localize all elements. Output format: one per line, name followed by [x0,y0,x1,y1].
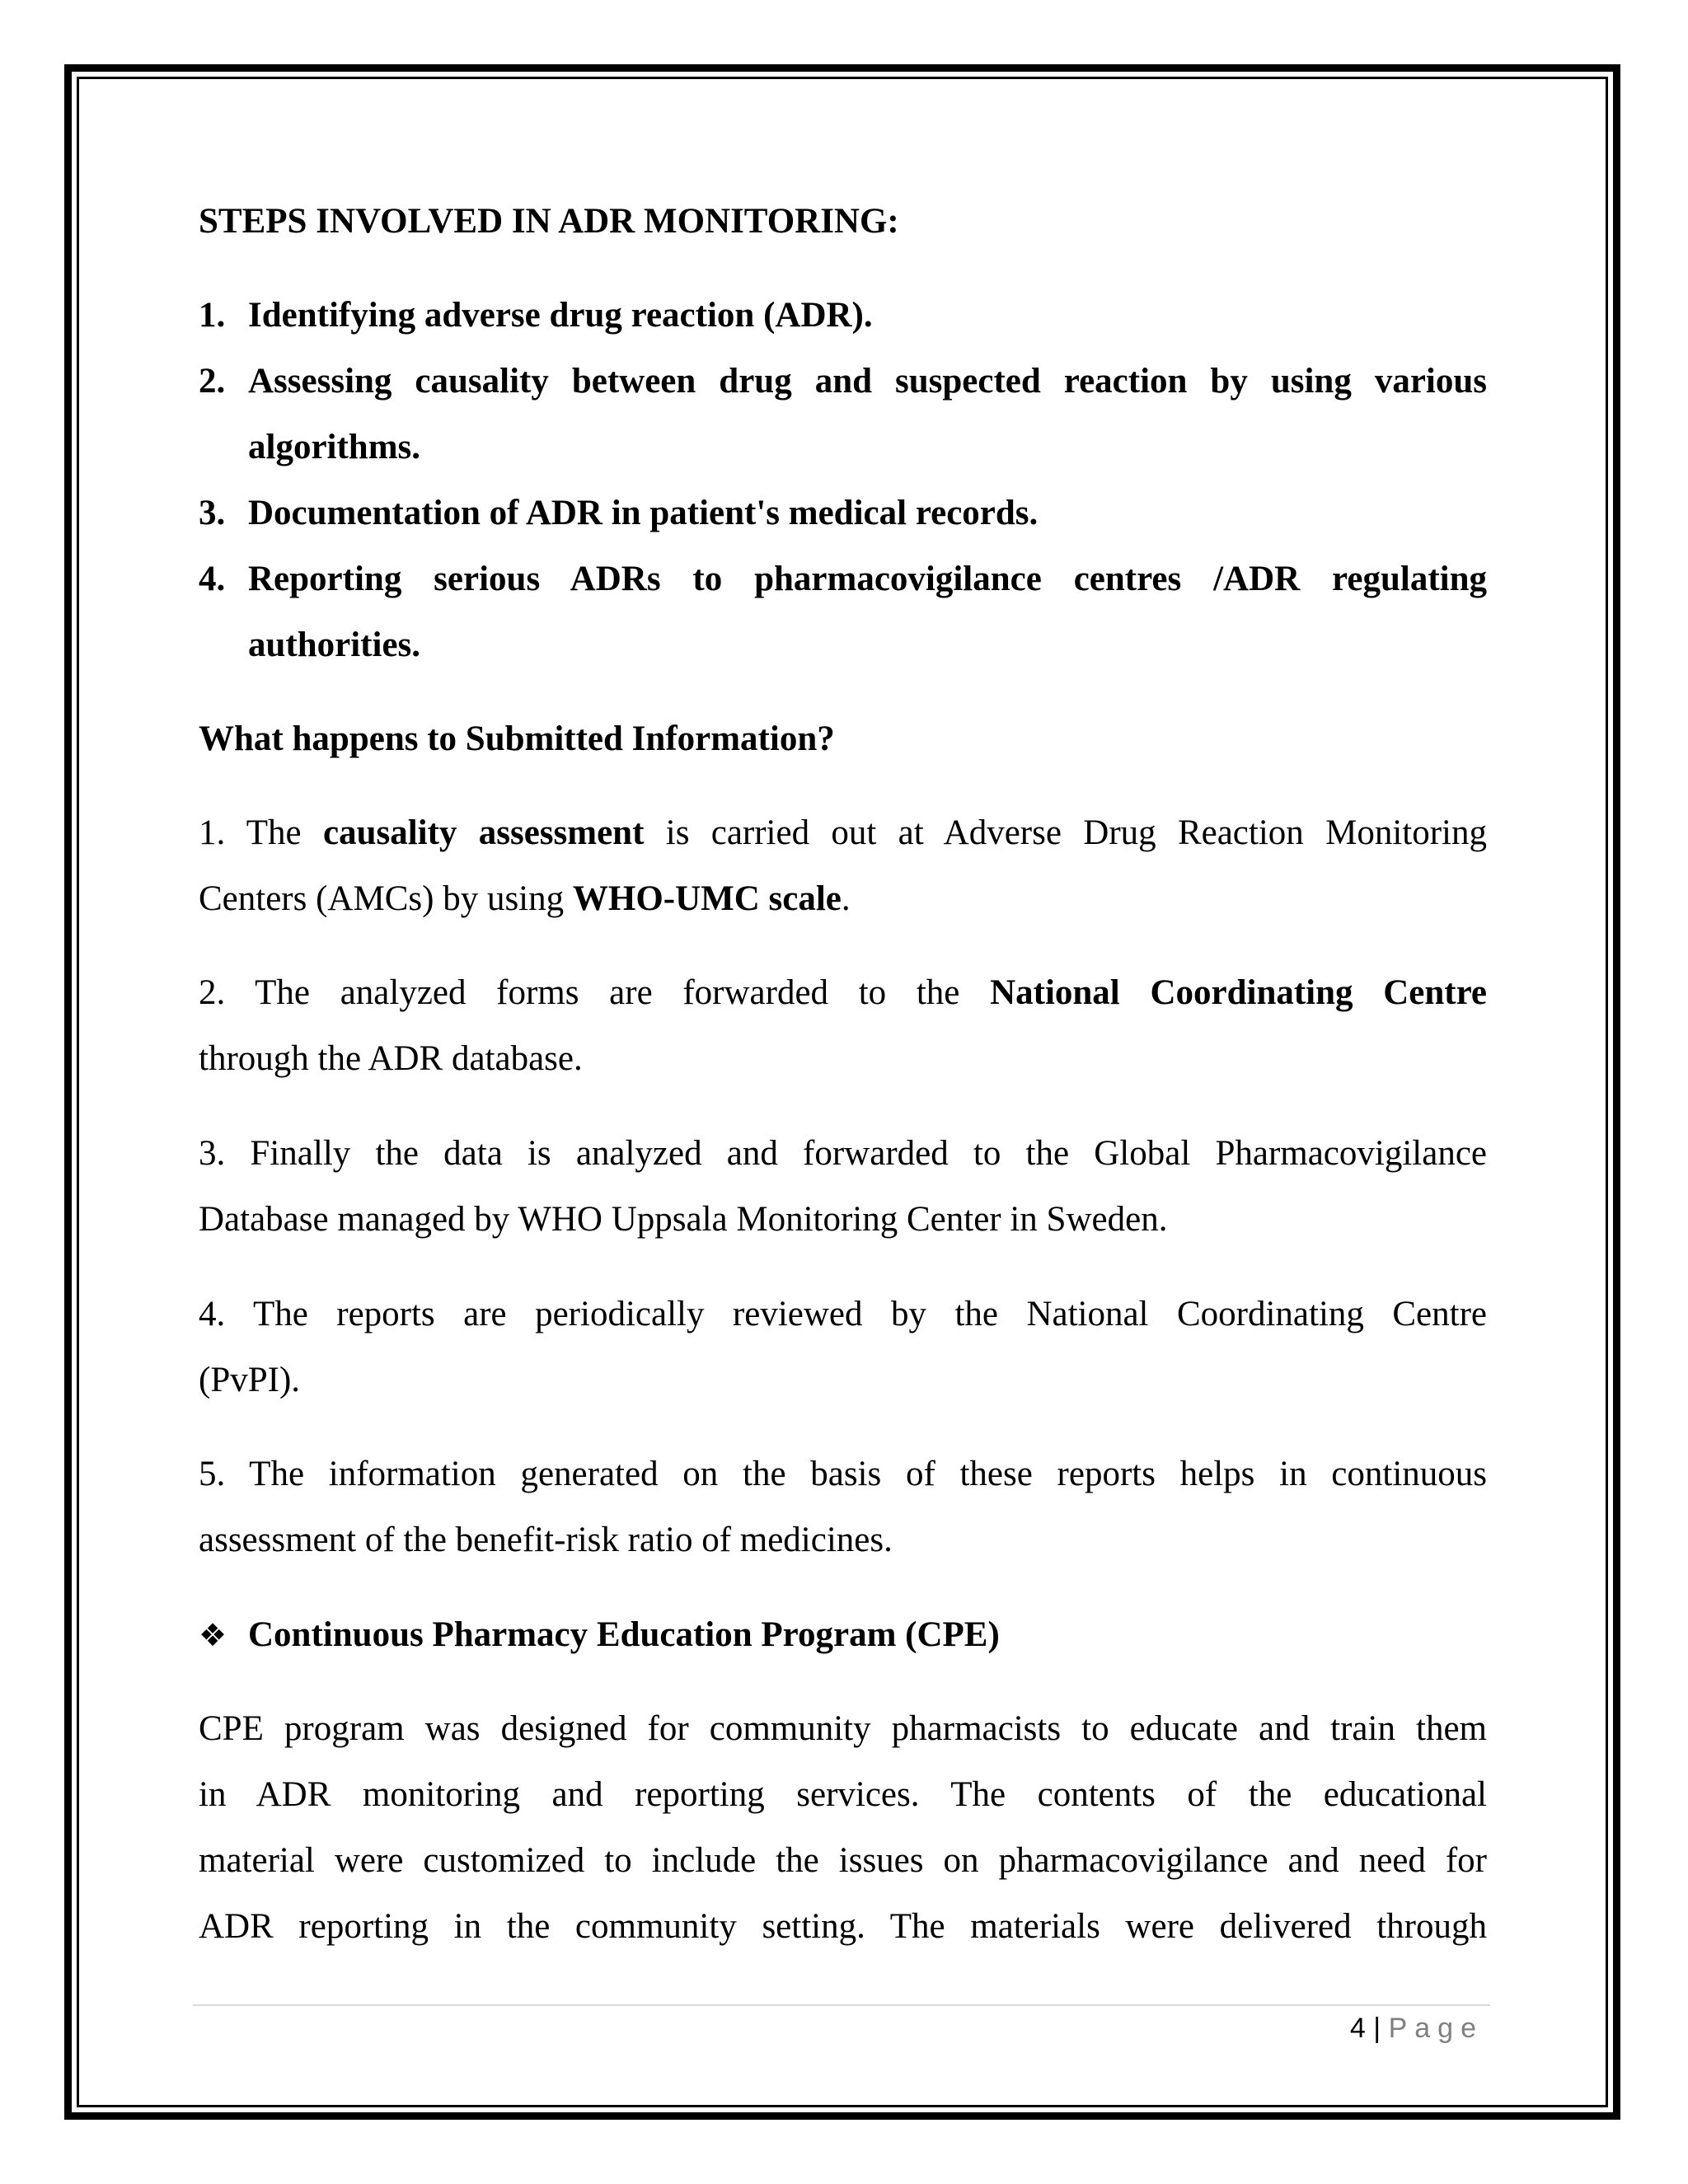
section-heading: STEPS INVOLVED IN ADR MONITORING: [199,202,899,241]
page-label: Page [1388,2013,1484,2044]
list-item: 1. Identifying adverse drug reaction (ADR). [199,296,873,335]
list-item: 2. Assessing causality between drug and suspected reaction by using various algorithms. [199,362,1487,466]
info-paragraph-1: 1. The causality assessment is carried out at Adverse Drug Reaction Monitoring Centers (AMCs) by using WHO-UMC scale. [199,813,1488,918]
footer-separator: | [1373,2013,1381,2044]
diamond-bullet-icon: ❖ [199,1617,227,1653]
info-paragraph-4: 4. The reports are periodically reviewed by the National Coordinating Centre (PvPI). [199,1295,1487,1399]
page-footer [1236,2013,1484,2045]
cpe-paragraph: CPE program was designed for community pharmacists to educate and train them in ADR monitoring and reporting services. The contents of the educational material were customized to include the issues on pharmacovigilance and need for ADR reporting in the community setting. The materials were delivered through [199,1709,1487,1946]
info-paragraph-3: 3. Finally the data is analyzed and forwarded to the Global Pharmacovigilance Database managed by WHO Uppsala Monitoring Center in Sweden. [199,1134,1487,1239]
info-paragraph-2: 2. The analyzed forms are forwarded to the National Coordinating Centre through the ADR database. [199,973,1487,1078]
footer-rule [193,2004,1490,2006]
list-item: 4. Reporting serious ADRs to pharmacovigilance centres /ADR regulating authorities. [199,560,1487,664]
list-item: 3. Documentation of ADR in patient's medical records. [199,494,1039,532]
page-number: 4 [1349,2013,1366,2044]
subheading: What happens to Submitted Information? [199,719,835,758]
info-paragraph-5: 5. The information generated on the basis of these reports helps in continuous assessment of the benefit-risk ratio of medicines. [199,1455,1487,1559]
cpe-heading: Continuous Pharmacy Education Program (CPE) [248,1615,1000,1654]
cpe-heading-row [199,1602,1487,1668]
